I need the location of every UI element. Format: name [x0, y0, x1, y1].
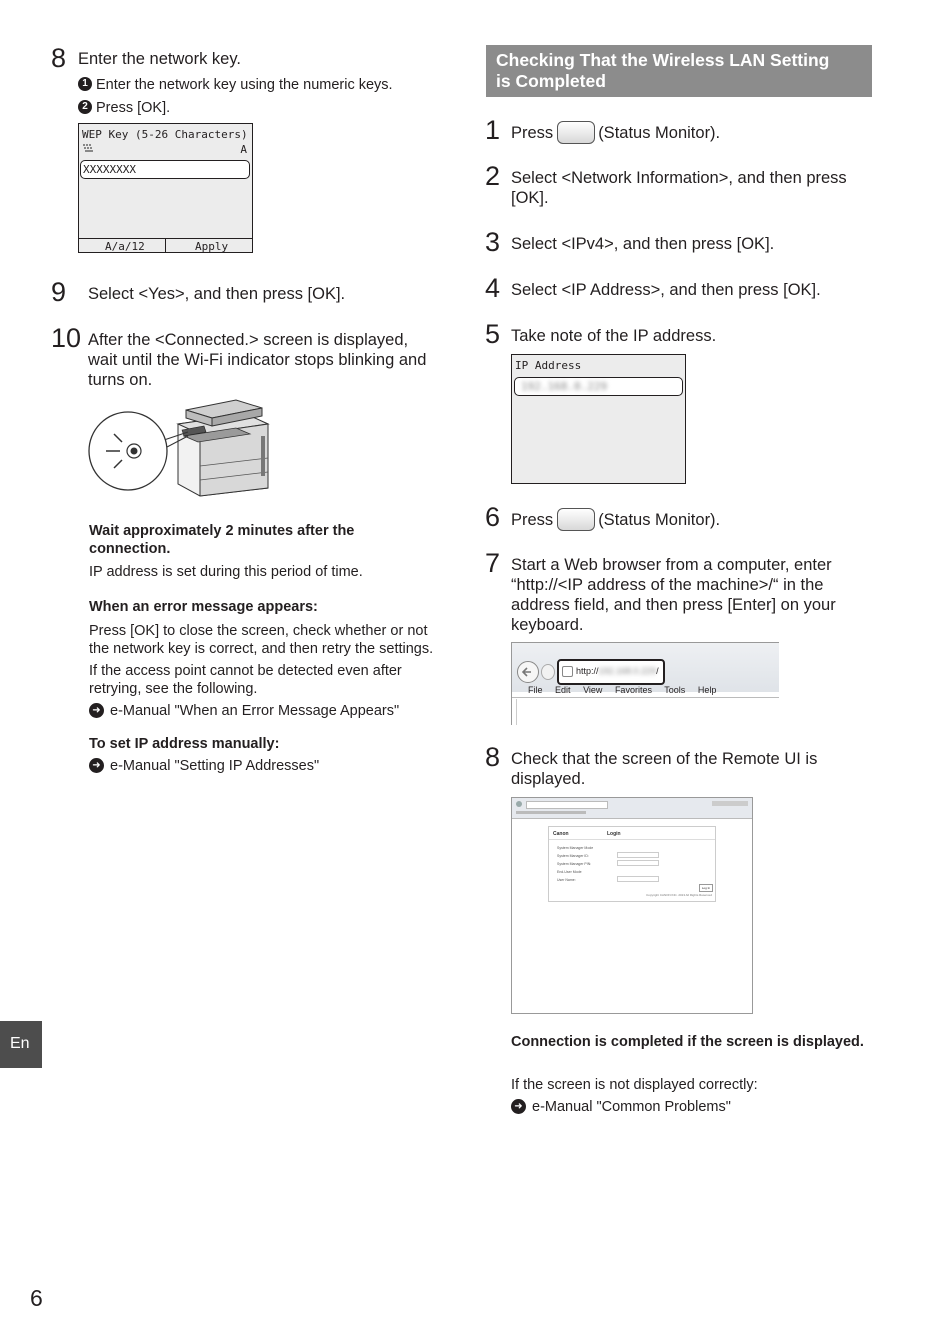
- error-body: Press [OK] to close the screen, check whether or not: [89, 623, 428, 639]
- system-manager-id-field[interactable]: [617, 852, 659, 858]
- substep-text: Press [OK].: [96, 100, 171, 116]
- link-text: e-Manual "Common Problems": [532, 1099, 731, 1115]
- step-number: 9: [51, 277, 67, 307]
- substep-number: 1: [78, 77, 92, 91]
- substep-text: Enter the network key using the numeric keys.: [96, 77, 393, 93]
- page-number: 6: [30, 1285, 43, 1311]
- substep-2: [78, 99, 170, 117]
- step-text-line: “http://<IP address of the machine>/“ in the: [511, 576, 824, 594]
- end-user-mode-radio[interactable]: End-User Mode: [557, 870, 582, 874]
- softkey-input-mode[interactable]: A/a/12: [105, 240, 145, 253]
- step-text-line: Check that the screen of the Remote UI is: [511, 750, 818, 768]
- ip-manual-heading: To set IP address manually:: [89, 736, 280, 752]
- window-controls: [712, 801, 748, 806]
- language-tab: [0, 1021, 42, 1068]
- keyboard-icon: [83, 144, 95, 154]
- step-text-line: [OK].: [511, 189, 549, 207]
- content-edge: [516, 699, 517, 725]
- address-url: http://192.168.0.229/: [576, 666, 659, 676]
- error-body: If the access point cannot be detected even after: [89, 663, 402, 679]
- menu-help[interactable]: Help: [697, 685, 717, 695]
- network-key-field[interactable]: [80, 160, 250, 179]
- step-text-line: Start a Web browser from a computer, enter: [511, 556, 832, 574]
- step-number: 6: [485, 502, 501, 532]
- step-text: Enter the network key.: [78, 50, 241, 68]
- substep-1: [78, 76, 393, 94]
- browser-menu-bar: [528, 685, 726, 695]
- system-manager-id-label: System Manager ID:: [557, 854, 589, 858]
- login-panel: [548, 826, 716, 902]
- toolbar-divider: [512, 697, 779, 698]
- step-text: Select <IP Address>, and then press [OK].: [511, 281, 821, 299]
- link-text: e-Manual "When an Error Message Appears": [110, 703, 400, 719]
- step-number: 3: [485, 227, 501, 257]
- step-text-line: turns on.: [88, 371, 153, 389]
- menu-file[interactable]: File: [528, 685, 543, 695]
- step-text-pre: Press: [511, 510, 554, 529]
- link-text: e-Manual "Setting IP Addresses": [110, 758, 320, 774]
- emanual-link-ip[interactable]: [89, 757, 319, 775]
- not-displayed-note: If the screen is not displayed correctly:: [511, 1077, 758, 1093]
- wait-heading: Wait approximately 2 minutes after the: [89, 523, 355, 539]
- back-icon: [516, 801, 522, 807]
- ip-address-field: [514, 377, 683, 396]
- softkey-apply[interactable]: Apply: [195, 240, 229, 253]
- step-number: 8: [51, 43, 67, 73]
- page-icon: [562, 666, 573, 677]
- forward-button[interactable]: [541, 664, 555, 680]
- menu-edit[interactable]: Edit: [555, 685, 571, 695]
- system-manager-pin-field[interactable]: [617, 860, 659, 866]
- step-text: Take note of the IP address.: [511, 327, 717, 345]
- wait-body: IP address is set during this period of time.: [89, 564, 363, 580]
- step-text-post: (Status Monitor).: [598, 510, 721, 529]
- lcd-title: IP Address: [515, 359, 582, 372]
- step-text: Select <IPv4>, and then press [OK].: [511, 235, 775, 253]
- system-manager-mode-radio[interactable]: System Manager Mode: [557, 846, 594, 850]
- step-text-line: After the <Connected.> screen is displayed,: [88, 331, 409, 349]
- input-mode-indicator: A: [240, 143, 247, 156]
- step-text-post: (Status Monitor).: [598, 123, 721, 142]
- language-tab-label: En: [10, 1035, 30, 1052]
- user-name-label: User Name:: [557, 878, 576, 882]
- wait-heading: connection.: [89, 541, 171, 557]
- error-body: retrying, see the following.: [89, 681, 258, 697]
- section-header-line: Checking That the Wireless LAN Setting: [496, 50, 830, 70]
- user-name-field[interactable]: [617, 876, 659, 882]
- softkey-divider: [165, 239, 166, 252]
- canon-logo: Canon: [553, 831, 569, 837]
- step-number: 10: [51, 323, 82, 353]
- login-options: [557, 844, 593, 884]
- step-text: [511, 122, 720, 145]
- system-manager-pin-label: System Manager PIN:: [557, 862, 592, 866]
- step-number: 1: [485, 115, 501, 145]
- arrow-right-icon: ➜: [511, 1099, 526, 1114]
- login-button[interactable]: Log In: [699, 884, 713, 892]
- step-number: 8: [485, 742, 501, 772]
- completed-note: Connection is completed if the screen is displayed.: [511, 1034, 864, 1050]
- lcd-screen-wep: [78, 123, 253, 253]
- step-text-line: displayed.: [511, 770, 586, 788]
- ip-address-value: 192.168.0.229: [521, 380, 608, 393]
- step-text-line: Select <Network Information>, and then press: [511, 169, 847, 187]
- browser-chrome: [512, 798, 752, 819]
- status-monitor-key-icon: [557, 508, 595, 531]
- step-text-line: keyboard.: [511, 616, 584, 634]
- login-title: Login: [607, 831, 621, 837]
- address-bar[interactable]: [557, 659, 665, 685]
- menu-favorites[interactable]: Favorites: [614, 685, 652, 695]
- section-header: [486, 45, 872, 97]
- step-number: 5: [485, 319, 501, 349]
- step-text: [511, 509, 720, 532]
- remote-ui-screenshot: [511, 797, 753, 1014]
- step-text-line: wait until the Wi-Fi indicator stops blinking and: [88, 351, 427, 369]
- back-button[interactable]: [517, 661, 539, 683]
- menu-view[interactable]: View: [583, 685, 603, 695]
- printer-wifi-illustration: [86, 396, 276, 500]
- step-number: 7: [485, 548, 501, 578]
- mini-address-bar: [526, 801, 608, 809]
- panel-divider: [549, 839, 715, 840]
- step-number: 2: [485, 161, 501, 191]
- substep-number: 2: [78, 100, 92, 114]
- lcd-softkey-bar: [79, 238, 252, 252]
- step-text-line: address field, and then press [Enter] on your: [511, 596, 836, 614]
- step-number: 4: [485, 273, 501, 303]
- step-text: Select <Yes>, and then press [OK].: [88, 285, 346, 303]
- emanual-link-error[interactable]: [89, 702, 399, 720]
- section-header-line: is Completed: [496, 71, 606, 91]
- status-monitor-key-icon: [557, 121, 595, 144]
- step-text-pre: Press: [511, 123, 554, 142]
- browser-screenshot: [511, 642, 779, 725]
- lcd-title: WEP Key (5-26 Characters): [82, 128, 248, 141]
- mini-menu-bar: [516, 811, 586, 814]
- error-heading: When an error message appears:: [89, 599, 318, 615]
- lcd-screen-ip: [511, 354, 686, 484]
- arrow-right-icon: ➜: [89, 758, 104, 773]
- network-key-value: XXXXXXXX: [83, 163, 136, 176]
- emanual-link-problems[interactable]: [511, 1098, 731, 1116]
- error-body: the network key is correct, and then retry the settings.: [89, 641, 434, 657]
- copyright-text: Copyright CANON INC. 2013 All Rights Reserved: [646, 893, 712, 897]
- menu-tools[interactable]: Tools: [664, 685, 686, 695]
- arrow-right-icon: ➜: [89, 703, 104, 718]
